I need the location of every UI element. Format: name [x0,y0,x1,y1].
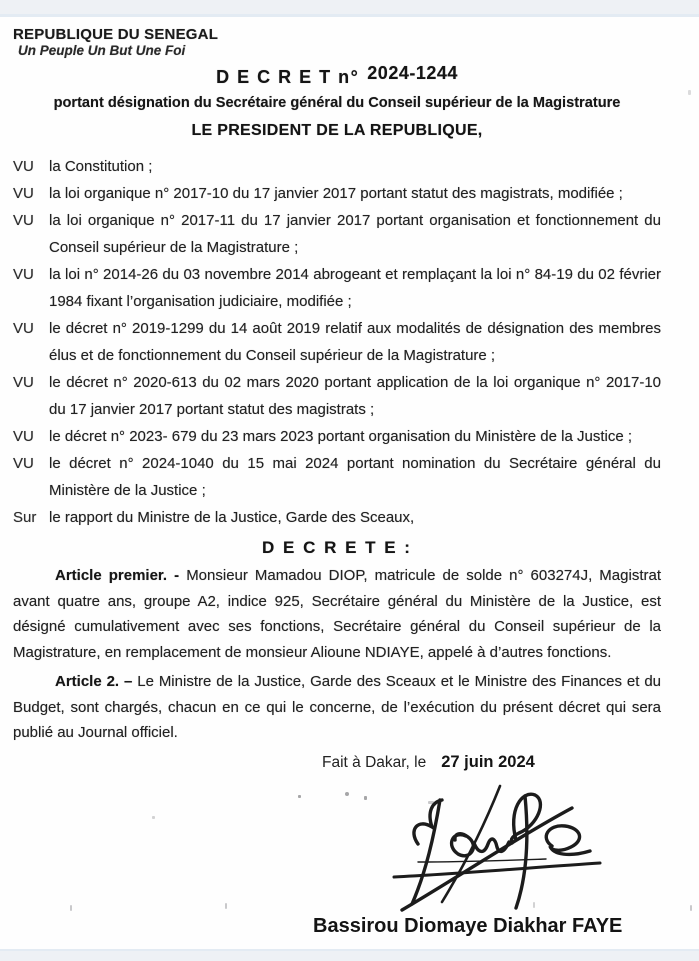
visa-item [13,315,661,369]
scan-noise-speck [688,90,691,95]
decree-number-line [13,63,661,88]
visa-item [13,423,661,450]
visa-item [13,261,661,315]
president-signature [388,780,616,920]
visa-item [13,207,661,261]
article-1-text: Monsieur Mamadou DIOP, matricule de solde n° 603274J, Magistrat avant quatre ans, groupe A2, indice 925, Secrétaire général du Ministère de la Justice, est désigné cumulativement avec ses fonctions, Secrétaire général du Conseil supérieur de la Magistrature, en remplacement de monsieur Alioune NDIAYE, appelé à d’autres fonctions. [13,567,661,661]
visa-item [13,504,661,531]
signature-icon [388,780,616,920]
scan-noise-speck [225,903,227,909]
visa-text: la loi n° 2014-26 du 03 novembre 2014 abrogeant et remplaçant la loi n° 84-19 du 02 février 1984 fixant l’organisation judiciaire, modifiée ; [49,266,661,310]
visa-label: VU [13,185,34,202]
scan-edge-bottom [0,949,699,961]
scan-noise-speck [70,905,72,911]
visa-label: VU [13,455,34,472]
article-2-text: Le Ministre de la Justice, Garde des Sceaux et le Ministre des Finances et du Budget, sont chargés, chacun en ce qui le concerne, de l’exécution du présent décret qui sera publié au Journal officiel. [13,673,662,741]
decree-label: D E C R E T n° [216,67,360,87]
decree-subject: portant désignation du Secrétaire général du Conseil supérieur de la Magistrature [53,95,621,111]
scan-noise-speck [345,792,349,796]
visa-text: le décret n° 2019-1299 du 14 août 2019 relatif aux modalités de désignation des membres élus et de fonctionnement du Conseil supérieur de la Magistrature ; [49,320,661,364]
scan-noise-speck [428,801,434,804]
visa-label: VU [13,158,34,175]
visa-text: la Constitution ; [49,158,153,175]
visa-list [13,153,661,531]
scan-noise-speck [690,905,692,911]
visa-text: le rapport du Ministre de la Justice, Garde des Sceaux, [49,509,415,526]
scan-noise-speck [533,902,535,908]
visa-item [13,450,661,504]
scan-noise-speck [152,816,155,819]
visa-text: le décret n° 2020-613 du 02 mars 2020 portant application de la loi organique n° 2017-10 du 17 janvier 2017 portant statut des magistrats ; [49,374,661,418]
scan-noise-speck [298,795,301,798]
article-1 [13,563,661,665]
decrete-heading: D E C R E T E : [262,538,412,557]
visa-label: VU [13,320,34,337]
closing-place: Fait à Dakar, le [322,754,427,771]
decree-number: 2024-1244 [367,63,458,83]
scan-noise-speck [364,796,367,800]
article-2 [13,669,661,746]
visa-item [13,153,661,180]
visa-item [13,369,661,423]
visa-text: la loi organique n° 2017-11 du 17 janvier 2017 portant organisation et fonctionnement du Conseil supérieur de la Magistrature ; [49,212,661,256]
president-heading: LE PRESIDENT DE LA REPUBLIQUE, [191,122,483,139]
visa-text: la loi organique n° 2017-10 du 17 janvier 2017 portant statut des magistrats, modifiée ; [49,185,623,202]
closing-place-date [322,753,535,772]
republic-title: REPUBLIQUE DU SENEGAL [13,26,219,43]
national-motto: Un Peuple Un But Une Foi [18,43,186,58]
visa-text: le décret n° 2023- 679 du 23 mars 2023 portant organisation du Ministère de la Justice ; [49,428,633,445]
visa-label: VU [13,428,34,445]
visa-label: VU [13,212,34,229]
closing-date: 27 juin 2024 [441,753,535,771]
article-1-title: Article premier. - [55,567,180,584]
visa-item [13,180,661,207]
visa-text: le décret n° 2024-1040 du 15 mai 2024 portant nomination du Secrétaire général du Ministère de la Justice ; [49,455,661,499]
signer-name: Bassirou Diomaye Diakhar FAYE [313,915,623,937]
article-2-title: Article 2. – [55,673,133,690]
visa-label: VU [13,266,34,283]
visa-label: Sur [13,509,37,526]
visa-label: VU [13,374,34,391]
